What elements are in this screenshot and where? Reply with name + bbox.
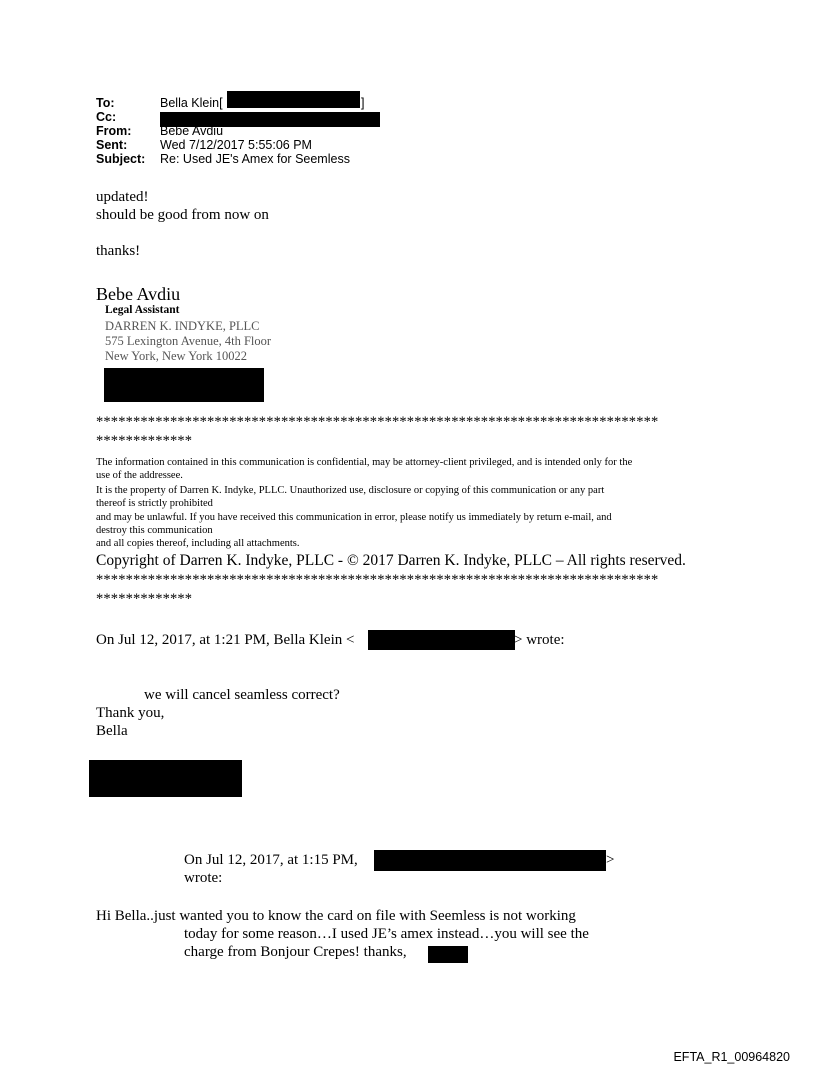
signature-address: New York, New York 10022: [105, 349, 248, 363]
quote-line: Thank you,: [96, 705, 165, 721]
quote-intro: On Jul 12, 2017, at 1:15 PM,: [184, 852, 358, 868]
separator-stars: ****************************************************************************: [96, 414, 659, 430]
redaction-block: [104, 368, 264, 402]
to-close: ]: [361, 96, 365, 110]
disclaimer-line: and may be unlawful. If you have received this communication in error, please notify us immediately by return e-mail, and: [96, 512, 612, 523]
disclaimer-line: It is the property of Darren K. Indyke, PLLC. Unauthorized use, disclosure or copying of this communication or any part: [96, 485, 605, 496]
signature-firm: DARREN K. INDYKE, PLLC: [105, 319, 260, 333]
redaction-block: [227, 91, 360, 108]
redaction-block: [368, 630, 515, 650]
quote-intro-end: > wrote:: [514, 632, 565, 648]
from-label: From:: [96, 124, 132, 138]
redaction-block: [374, 850, 606, 871]
quote-line: Bella: [96, 723, 128, 739]
cc-label: Cc:: [96, 110, 117, 124]
body-line: thanks!: [96, 243, 141, 259]
disclaimer-line: and all copies thereof, including all attachments.: [96, 538, 300, 549]
quote-line: charge from Bonjour Crepes! thanks,: [184, 944, 407, 960]
document-id: EFTA_R1_00964820: [673, 1050, 790, 1064]
separator-stars: *************: [96, 433, 193, 449]
separator-stars: ****************************************************************************: [96, 572, 659, 588]
redaction-block: [428, 946, 468, 963]
sent-label: Sent:: [96, 138, 128, 152]
subject-value: Re: Used JE's Amex for Seemless: [160, 152, 350, 166]
disclaimer-line: use of the addressee.: [96, 470, 183, 481]
quote-line: we will cancel seamless correct?: [144, 687, 340, 703]
separator-stars: *************: [96, 591, 193, 607]
quote-line: Hi Bella..just wanted you to know the card on file with Seemless is not working: [96, 908, 576, 924]
signature-address: 575 Lexington Avenue, 4th Floor: [105, 334, 272, 348]
redaction-block: [89, 760, 242, 797]
disclaimer-line: The information contained in this communication is confidential, may be attorney-client privileged, and is intended only for the: [96, 457, 633, 468]
to-value: Bella Klein[: [160, 96, 223, 110]
disclaimer-line: thereof is strictly prohibited: [96, 498, 213, 509]
to-label: To:: [96, 96, 115, 110]
body-line: should be good from now on: [96, 207, 269, 223]
from-value: Bebe Avdiu: [160, 124, 224, 138]
sent-value: Wed 7/12/2017 5:55:06 PM: [160, 138, 312, 152]
signature-name: Bebe Avdiu: [96, 284, 181, 304]
quote-intro-close: >: [606, 852, 615, 868]
copyright-line: Copyright of Darren K. Indyke, PLLC - © 2017 Darren K. Indyke, PLLC – All rights reserved.: [96, 552, 686, 569]
quote-intro: On Jul 12, 2017, at 1:21 PM, Bella Klein <: [96, 632, 355, 648]
subject-label: Subject:: [96, 152, 146, 166]
quote-line: today for some reason…I used JE’s amex instead…you will see the: [184, 926, 589, 942]
quote-intro-wrote: wrote:: [184, 870, 223, 886]
signature-title: Legal Assistant: [105, 304, 180, 316]
disclaimer-line: destroy this communication: [96, 525, 213, 536]
body-line: updated!: [96, 189, 149, 205]
